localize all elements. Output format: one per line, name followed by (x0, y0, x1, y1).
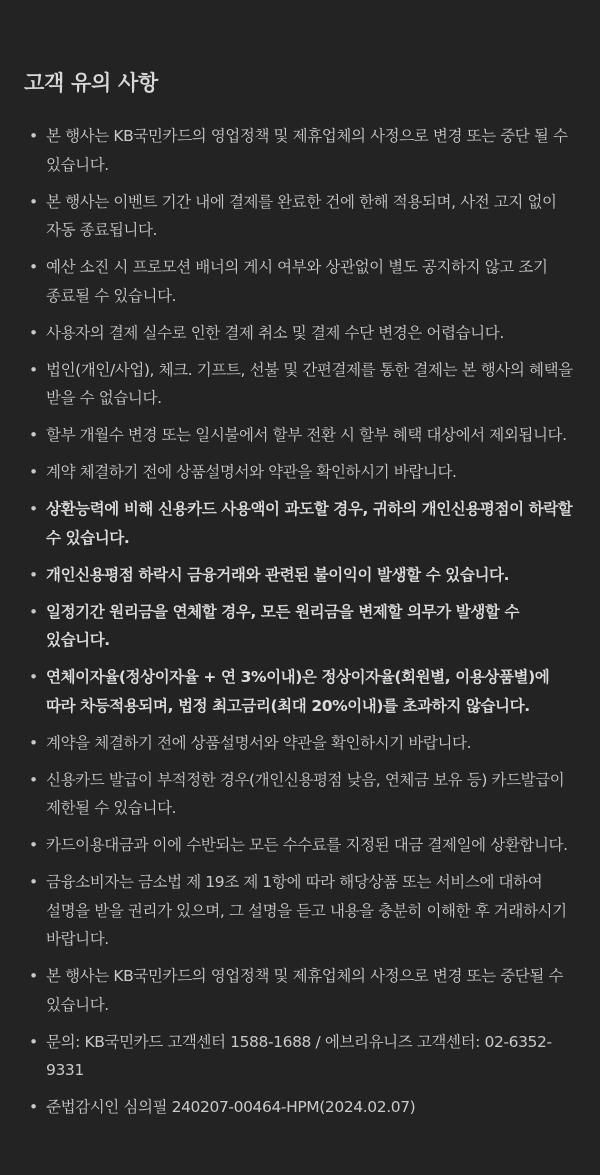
notice-item (26, 458, 574, 487)
notice-item (26, 766, 574, 823)
bullet-icon: • (29, 668, 38, 686)
notice-item (26, 421, 574, 450)
notice-item-text: 일정기간 원리금을 연체할 경우, 모든 원리금을 변제할 의무가 발생할 수 있습니다. (46, 602, 520, 649)
notice-item-text: 계약 체결하기 전에 상품설명서와 약관을 확인하시기 바랍니다. (46, 463, 457, 481)
notice-item (26, 188, 574, 245)
bullet-icon: • (29, 873, 38, 891)
notice-item (26, 319, 574, 348)
notice-item-text: 금융소비자는 금소법 제 19조 제 1항에 따라 해당상품 또는 서비스에 대하여 설명을 받을 권리가 있으며, 그 설명을 듣고 내용을 충분히 이해한 후 거래하시기 바랍니다. (46, 873, 567, 948)
notice-item (26, 729, 574, 758)
bullet-icon: • (29, 602, 38, 621)
bullet-icon: • (29, 565, 38, 584)
notice-item-text: 법인(개인/사업), 체크. 기프트, 선불 및 간편결제를 통한 결제는 본 행사의 혜택을 받을 수 없습니다. (46, 360, 573, 407)
notice-item-text: 신용카드 발급이 부적정한 경우(개인신용평점 낮음, 연체금 보유 등) 카드발급이 제한될 수 있습니다. (46, 770, 565, 817)
notice-item-text: 계약을 체결하기 전에 상품설명서와 약관을 확인하시기 바랍니다. (46, 733, 472, 752)
bullet-icon: • (29, 1098, 38, 1116)
notice-item (26, 561, 574, 590)
notice-item (26, 831, 574, 860)
notice-item-text: 상환능력에 비해 신용카드 사용액이 과도할 경우, 귀하의 개인신용평점이 하락할 수 있습니다. (46, 500, 573, 547)
notice-item (26, 1093, 574, 1122)
notice-item (26, 253, 574, 310)
bullet-icon: • (29, 258, 38, 276)
notice-item-text: 개인신용평점 하락시 금융거래와 관련된 불이익이 발생할 수 있습니다. (46, 565, 510, 584)
bullet-icon: • (29, 500, 38, 518)
notice-item (26, 598, 574, 655)
notice-item-text: 준법감시인 심의필 240207-00464-HPM(2024.02.07) (46, 1098, 416, 1116)
notice-item-text: 연체이자율(정상이자율 + 연 3%이내)은 정상이자율(회원별, 이용상품별)에 따라 차등적용되며, 법정 최고금리(최대 20%이내)를 초과하지 않습니다. (46, 668, 550, 715)
notice-item (26, 356, 574, 413)
notice-item-text: 카드이용대금과 이에 수반되는 모든 수수료를 지정된 대금 결제일에 상환합니다. (46, 836, 568, 854)
notice-item-text: 본 행사는 이벤트 기간 내에 결제를 완료한 건에 한해 적용되며, 사전 고지 없이 자동 종료됩니다. (46, 192, 557, 239)
bullet-icon: • (29, 967, 38, 985)
notice-list (26, 122, 574, 1122)
notice-item (26, 663, 574, 720)
notice-item-text: 할부 개월수 변경 또는 일시불에서 할부 전환 시 할부 혜택 대상에서 제외됩니다. (46, 426, 567, 444)
notice-item (26, 868, 574, 954)
bullet-icon: • (29, 426, 38, 444)
notice-item-text: 사용자의 결제 실수로 인한 결제 취소 및 결제 수단 변경은 어렵습니다. (46, 323, 504, 342)
bullet-icon: • (29, 360, 38, 379)
notice-item (26, 962, 574, 1019)
bullet-icon: • (29, 733, 38, 752)
notice-item (26, 495, 574, 552)
bullet-icon: • (29, 836, 38, 854)
bullet-icon: • (29, 127, 38, 145)
bullet-icon: • (29, 192, 38, 211)
bullet-icon: • (29, 1032, 38, 1051)
notice-item-text: 문의: KB국민카드 고객센터 1588-1688 / 에브리유니즈 고객센터: 02-6352-9331 (46, 1032, 552, 1079)
bullet-icon: • (29, 770, 38, 789)
notice-item-text: 본 행사는 KB국민카드의 영업정책 및 제휴업체의 사정으로 변경 또는 중단 될 수 있습니다. (46, 127, 568, 174)
notice-item-text: 예산 소진 시 프로모션 배너의 게시 여부와 상관없이 별도 공지하지 않고 조기 종료될 수 있습니다. (46, 258, 548, 305)
bullet-icon: • (29, 463, 38, 481)
notice-item (26, 122, 574, 179)
bullet-icon: • (29, 323, 38, 342)
notice-item (26, 1028, 574, 1085)
page-title: 고객 유의 사항 (24, 71, 158, 95)
notice-item-text: 본 행사는 KB국민카드의 영업정책 및 제휴업체의 사정으로 변경 또는 중단될 수 있습니다. (46, 967, 564, 1014)
